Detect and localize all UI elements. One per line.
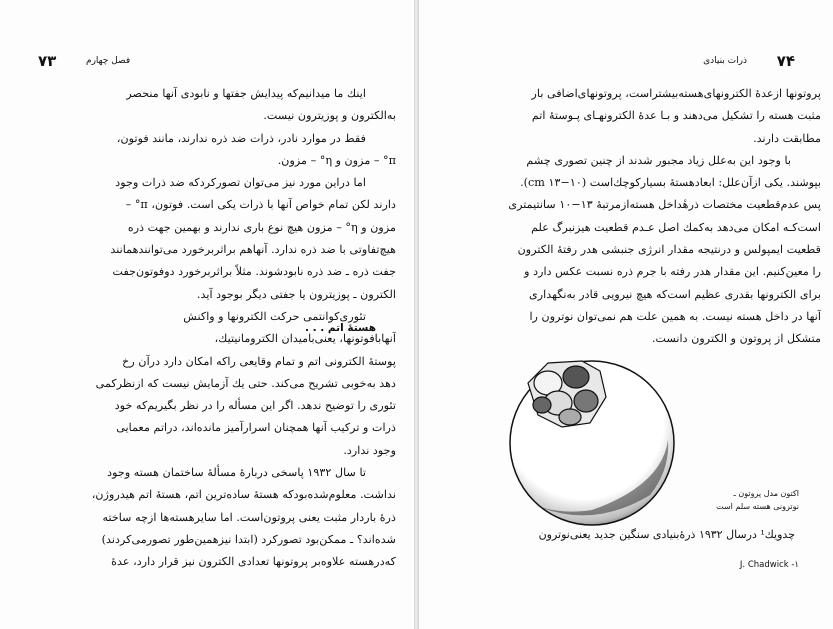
text-line: اینك ما میدانیم‌که پیدایش جفتها و نابودی آنها منحصر [126,87,366,100]
page-number: ۷۳ [38,52,57,70]
left-page [0,0,414,629]
text-line: هیچ‌تفاوتی با ضد ذره ندارد. آنهاهم براثربرخورد می‌توانندهمانند [110,243,396,257]
text-line: که‌درهسته علاوه‌بر پروتونها تعدادی الکترون نیز قرار دارد، عدهٔ [111,555,396,569]
text-line: به‌الکترون و پوزیترون نیست. [263,109,396,123]
text-line: تا سال ۱۹۳۲ پاسخی دربارهٔ مسألهٔ ساختمان هسته وجود [107,466,366,480]
running-header: فصل چهارم [86,56,131,66]
nucleus-illustration [490,355,695,530]
text-line: جفت ذره ـ ضد ذره نابودشوند. مثلاً براثربرخورد دوفوتون‌جفت [112,265,396,279]
text-line: پروتونها ازعدهٔ الکترونهای‌هسته‌بیشتراست، پروتونهای‌اضافی بار [531,87,821,100]
text-line: را معین‌کنیم. این مقدار هدر رفته با جرم ذره نسبت عکس دارد و [524,265,821,279]
text-line: پس عدم‌قطعیت مختصات ذرهٔداخل هسته‌ازمرتبهٔ ۱۳−۱۰ سانتیمتری [508,198,821,212]
text-line: پوستهٔ الکترونی اتم و تمام وقایعی راکه امکان دارد درآن رخ [122,354,396,368]
figure-label: نوترونی هسته سلم است [716,502,799,511]
text-line: متشکل از پروتون و الکترون دانست. [651,332,821,346]
page-number: ۷۴ [776,52,795,70]
text-line: دارند لکن تمام خواص آنها با ذرات یکی است. فوتون، π° – [125,198,396,212]
text-line: مطابقت دارند. [753,131,821,145]
body-text [471,83,821,351]
text-line: شده‌اند؟ ـ ممکن‌بود تصورکرد (ابتدا نیزهمین‌طور تصورمی‌کردند) [101,532,396,546]
running-header: ذرات بنیادی [703,56,747,66]
text-line: آنهابافوتونها، یعنی‌بامیدان الکترومانیتیك، [214,332,396,346]
text-line: آنها در داخل هسته نیست. به همین علت هم نمی‌توان نوترون را [529,309,821,323]
text-line: دهد به‌خوبی تشریح می‌کند. حتی یك آزمایش نیست که ازنظرکمی [95,376,396,390]
side-heading: هستهٔ اتم . . . [305,322,376,334]
text-line: است‌کـه امکان می‌دهد به‌کمك اصل عـدم قطعیت هیزنبرگ علم [531,220,821,234]
text-line: تئوری را توضیح ندهد. اگر این مسأله را در نظر بگیریم‌که خود [114,399,396,413]
text-line: فقط در موارد نادر، ذرات ضد ذره ندارند، مانند فوتون، [116,131,366,145]
text-line: نداشت. معلوم‌شده‌بودکه هستهٔ ساده‌ترین اتم، هستهٔ اتم هیدروژن، [91,488,396,502]
text-line: برای الکترونها بقدری عظیم است‌که هیچ نیرویی قادر به‌نگهداری [528,287,821,301]
footnote: J. Chadwick -۱ [739,560,799,570]
text-line: وجود ندارد. [343,443,396,457]
text-line: ذرهٔ باردار مثبت یعنی پروتون‌است. اما سایرهسته‌ها ازچه ساخته [102,510,396,524]
text-line: بپوشند. یکی ازآن‌علل: ابعادهستهٔ بسیارکوچك‌است (cm ۱۳−۱۰). [520,176,821,190]
text-line: مثبت هسته را تشکیل می‌دهند و بـا عدهٔ الکترونهـای پـوستهٔ اتم [531,109,821,123]
text-line: الکترون ـ پوزیترون یا جفتی دیگر بوجود آید. [196,287,396,301]
figure-caption: چدویك¹ درسال ۱۹۳۲ ذرهٔ‌بنیادی سنگین جدید یعنی‌نوترون [538,528,795,541]
right-page [419,0,833,629]
text-line: مزون و η° – مزون هیچ نوع باری ندارند و بهمین جهت ذره [127,220,396,234]
figure-label: اکتون مدل پروتون ـ [733,489,799,498]
text-line: تئوری‌کوانتمی حرکت الکترونها و واکنش [183,309,366,323]
text-line: ذرات و ترکیب آنها همچنان اسرارآمیز مانده‌اند، دراتم معمایی [116,421,396,435]
text-line: با وجود این به‌علل زیاد مجبور شدند از چنین تصوری چشم [526,153,791,167]
text-line: π° – مزون و η° – مزون. [277,153,396,167]
text-line: قطعیت ایمپولس و درنتیجه مقدار انرژی جنبشی هدر رفتهٔ الکترون [517,243,821,257]
text-line: اما دراین مورد نیز می‌توان تصورکردکه ضد ذرات وجود [115,176,366,190]
